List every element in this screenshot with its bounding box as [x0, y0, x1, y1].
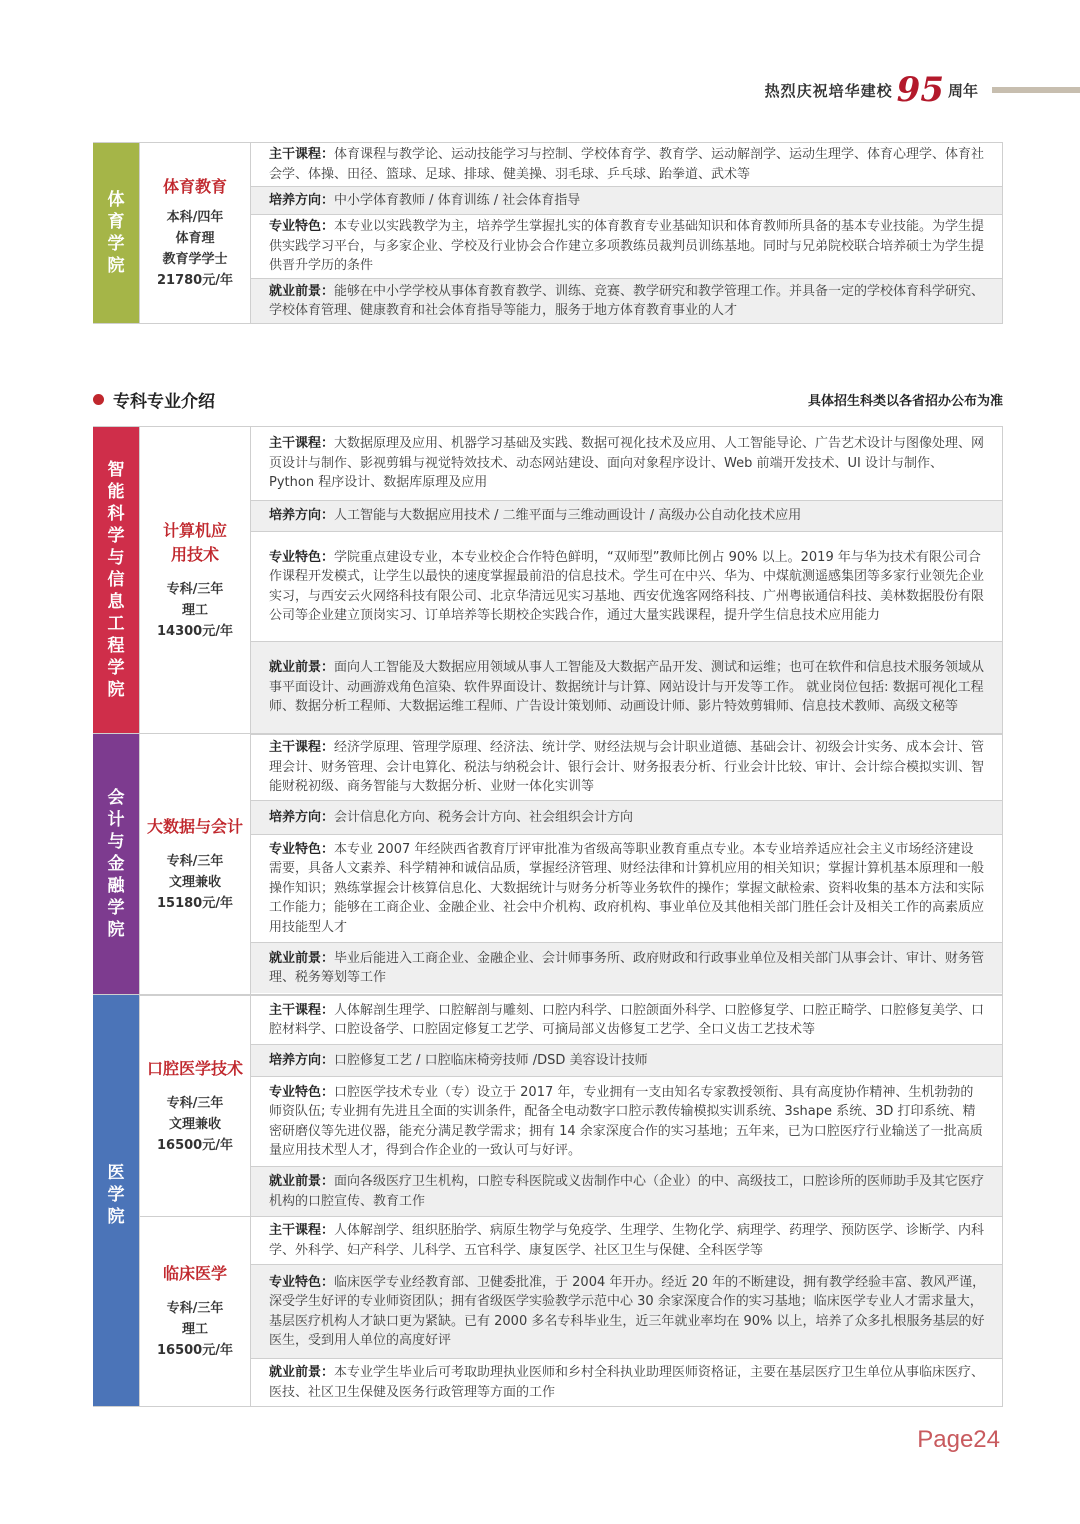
detail-row: 就业前景：面向各级医疗卫生机构，口腔专科医院或义齿制作中心（企业）的中、高级技工，口腔诊所的医师助手及其它医疗机构的口腔宣传、教育工作: [251, 1167, 1002, 1217]
college-block-finance: [93, 734, 1003, 995]
detail-row: 主干课程：体育课程与教学论、运动技能学习与控制、学校体育学、教育学、运动解剖学、运动生理学、体育心理学、体育社会学、体操、田径、篮球、足球、排球、健美操、羽毛球、乒乓球、跆拳道、武术等: [251, 143, 1002, 187]
major-accounting: 大数据与会计 专科/三年 文理兼收 15180元/年: [146, 816, 243, 911]
college-label-finance: 会计与金融学院: [93, 734, 139, 994]
major-name: 口腔医学技术: [146, 1058, 243, 1078]
college-label-sports: 体育学院: [93, 143, 139, 323]
detail-row: 主干课程：大数据原理及应用、机器学习基础及实践、数据可视化技术及应用、人工智能导论、广告艺术设计与图像处理、网页设计与制作、影视剪辑与视觉特效技术、动态网站建设、面向对象程序设计、Web 前端开发技术、UI 设计与制作、Python 程序设计、数据库原理及应用: [251, 427, 1002, 501]
college-label-medical: 医学院: [93, 995, 139, 1406]
detail-row: 主干课程：人体解剖生理学、口腔解剖与雕刻、口腔内科学、口腔颌面外科学、口腔修复学、口腔正畸学、口腔修复美学、口腔材料学、口腔设备学、口腔固定修复工艺学、可摘局部义齿修复工艺学、全口义齿工艺技术等: [251, 996, 1002, 1045]
college-block-ai: [93, 426, 1003, 734]
detail-row: 就业前景：毕业后能进入工商企业、金融企业、会计师事务所、政府财政和行政事业单位及相关部门从事会计、审计、财务管理、税务筹划等工作: [251, 943, 1002, 993]
detail-row: 专业特色：口腔医学技术专业（专）设立于 2017 年，专业拥有一支由知名专家教授领衔、具有高度协作精神、生机勃勃的师资队伍; 专业拥有先进且全面的实训条件，配备全电动数字口腔示教传输模拟实训系统、3shape 系统、3D 打印系统、精密研磨仪等先进仪器，能充分满足教学需求；拥有 14 余家深度合作的实习基地；五年来，已为口腔医疗行业输送了一批高质量应用技术型人才，得到合作企业的一致认可与好评。: [251, 1077, 1002, 1167]
detail-row: 专业特色：临床医学专业经教育部、卫健委批准，于 2004 年开办。经近 20 年的不断建设，拥有教学经验丰富、教风严谨，深受学生好评的专业师资团队；拥有省级医学实验教学示范中心 30 余家深度合作的实习基地；临床医学专业人才需求量大，基层医疗机构人才缺口更为紧缺。已有 2000 多名专科毕业生，近三年就业率均在 90% 以上，培养了众多扎根服务基层的好医生，受到用人单位的高度好评: [251, 1265, 1002, 1359]
detail-row: 专业特色：本专业 2007 年经陕西省教育厅评审批准为省级高等职业教育重点专业。本专业培养适应社会主义市场经济建设需要，具备人文素养、科学精神和诚信品质，掌握经济管理、财经法律和计算机应用的相关知识；掌握计算机基本原理和一般操作知识；熟练掌握会计核算信息化、大数据统计与财务分析等业务软件的操作；掌握文献检索、资料收集的基本方法和实际工作能力；能够在工商企业、金融企业、社会中介机构、政府机构、事业单位及其他相关部门胜任会计及相关工作的高素质应用技能型人才: [251, 835, 1002, 943]
header-number-95: 95: [896, 70, 944, 110]
page-number: Page24: [917, 1426, 1000, 1453]
detail-row: 就业前景：能够在中小学学校从事体育教育教学、训练、竞赛、教学研究和教学管理工作。并具备一定的学校体育科学研究、学校体育管理、健康教育和社会体育指导等能力，服务于地方体育教育事业的人才: [251, 279, 1002, 323]
bullet-dot-icon: [93, 394, 104, 405]
detail-row: 就业前景：本专业学生毕业后可考取助理执业医师和乡村全科执业助理医师资格证，主要在基层医疗卫生单位从事临床医疗、医技、社区卫生保健及医务行政管理等方面的工作: [269, 1365, 985, 1400]
section-heading: [93, 386, 1003, 412]
major-name: 体育教育: [162, 177, 227, 196]
detail-row: 就业前景：面向人工智能及大数据应用领域从事人工智能及大数据产品开发、测试和运维；也可在软件和信息技术服务领域从事平面设计、动画游戏角色渲染、软件界面设计、数据统计与计算、网站设计与开发等工作。 就业岗位包括: 数据可视化工程师、数据分析工程师、大数据运维工程师、广告设计策划师、动画设计师、影片特效剪辑师、信息技术教师、高级文秘等: [251, 642, 1002, 733]
detail-row: 培养方向：人工智能与大数据应用技术 / 二维平面与三维动画设计 / 高级办公自动化技术应用: [251, 501, 1002, 532]
detail-row: 专业特色：学院重点建设专业，本专业校企合作特色鲜明，“双师型”教师比例占 90% 以上。2019 年与华为技术有限公司合作课程开发模式，让学生以最快的速度掌握最前沿的信息技术。学生可在中兴、华为、中煤航测遥感集团等多家行业领先企业实习，与西安云火网络科技有限公司、北京华清远见实习基地、西安优逸客网络科技、广州粤嵌通信科技、美林数据股份有限公司等企业建立顶岗实习、订单培养等长期校企实践合作，通过大量实践课程，提升学生信息技术应用能力: [251, 532, 1002, 642]
detail-row: 主干课程：人体解剖学、组织胚胎学、病原生物学与免疫学、生理学、生物化学、病理学、药理学、预防医学、诊断学、内科学、外科学、妇产科学、儿科学、五官科学、康复医学、社区卫生与保健、全科医学等: [251, 1217, 1002, 1265]
major-computer: 计算机应用技术 专科/三年 理工 14300元/年: [157, 520, 233, 639]
anniversary-header: [765, 72, 1080, 108]
major-clinical: 临床医学 专科/三年 理工 16500元/年: [157, 1264, 233, 1358]
major-dental-tech: 口腔医学技术 专科/三年 文理兼收 16500元/年: [140, 996, 250, 1217]
college-block-sports: [93, 142, 1003, 324]
detail-row: 主干课程：经济学原理、管理学原理、经济法、统计学、财经法规与会计职业道德、基础会计、初级会计实务、成本会计、管理会计、财务管理、会计电算化、税法与纳税会计、银行会计、财务报表分析、行业会计比较、审计、会计综合模拟实训、智能财税初级、商务智能与大数据分析、业财一体化实训等: [251, 735, 1002, 801]
detail-row: 培养方向：口腔修复工艺 / 口腔临床椅旁技师 /DSD 美容设计技师: [251, 1045, 1002, 1077]
major-name: 临床医学: [162, 1264, 227, 1283]
header-prefix: 热烈庆祝培华建校: [764, 81, 893, 100]
section-title: 专科专业介绍: [113, 391, 215, 412]
major-pe: 体育教育 本科/四年 体育理 教育学学士 21780元/年: [157, 177, 233, 288]
detail-row: 培养方向：中小学体育教师 / 体育训练 / 社会体育指导: [251, 187, 1002, 215]
header-suffix: 周年: [947, 81, 978, 100]
header-decor-bar: [992, 87, 1080, 93]
college-block-medical: [93, 995, 1003, 1407]
section-note: 具体招生科类以各省招办公布为准: [807, 393, 1003, 409]
detail-row: 培养方向：会计信息化方向、税务会计方向、社会组织会计方向: [251, 801, 1002, 835]
college-label-ai: 智能科学与信息工程学院: [93, 427, 139, 733]
detail-row: 专业特色：本专业以实践教学为主，培养学生掌握扎实的体育教育专业基础知识和体育教师所具备的基本专业技能。为学生提供实践学习平台，与多家企业、学校及行业协会合作建立多项教练员裁判员训练基地。同时与兄弟院校联合培养硕士为学生提供晋升学历的条件: [251, 215, 1002, 279]
major-name: 大数据与会计: [146, 816, 243, 836]
major-name: 计算机应用技术: [162, 520, 227, 564]
